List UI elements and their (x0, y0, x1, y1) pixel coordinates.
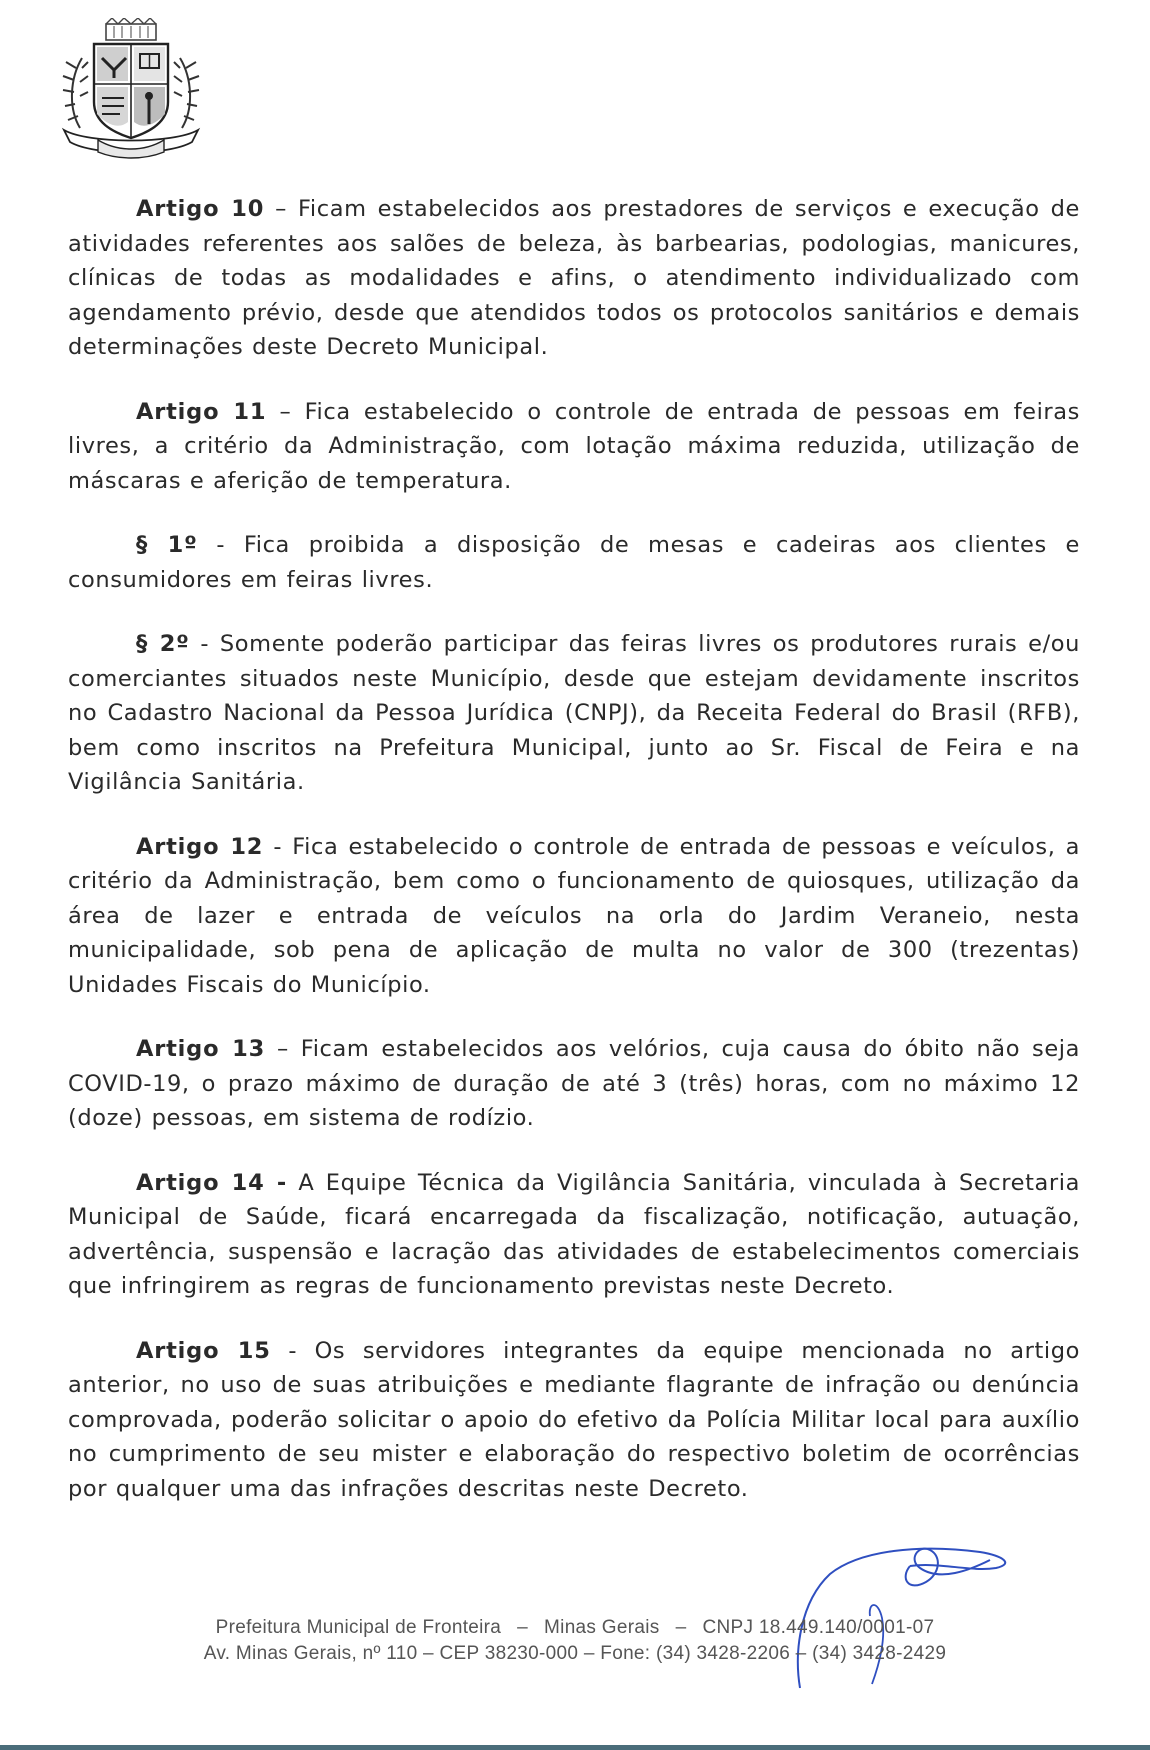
article-12 (68, 830, 1080, 1003)
article-text: A Equipe Técnica da Vigilância Sanitária, vinculada à Secretaria Municipal de Saúde, ficará encarregada da fiscalização, notificação, autuação, advertência, suspensão e lacração das atividades de estabelecimentos comerciais que infringirem as regras de funcionamento previstas neste Decreto. (68, 1169, 1080, 1299)
bottom-rule (0, 1745, 1150, 1750)
paragraph-text: - Fica proibida a disposição de mesas e cadeiras aos clientes e consumidores em feiras livres. (68, 532, 1080, 593)
letterhead-footer (0, 1615, 1150, 1667)
article-text: – Ficam estabelecidos aos velórios, cuja causa do óbito não seja COVID-19, o prazo máximo de duração de até 3 (três) horas, com no máximo 12 (doze) pessoas, em sistema de rodízio. (68, 1036, 1080, 1131)
footer-cnpj: CNPJ 18.449.140/0001-07 (702, 1617, 935, 1638)
footer-separator: – (675, 1617, 687, 1638)
article-heading: Artigo 12 (136, 833, 264, 860)
article-11-paragraph-2 (68, 627, 1080, 800)
decree-body (68, 192, 1080, 1536)
article-10 (68, 192, 1080, 365)
footer-line-1 (0, 1615, 1150, 1641)
article-heading: Artigo 11 (136, 398, 267, 425)
article-11-paragraph-1 (68, 528, 1080, 597)
paragraph-heading: § 2º (136, 631, 190, 657)
article-heading: Artigo 10 (136, 196, 265, 222)
paragraph-text: - Somente poderão participar das feiras livres os produtores rurais e/ou comerciantes situados neste Município, desde que estejam devidamente inscritos no Cadastro Nacional da Pessoa Jurídica (CNPJ), da Receita Federal do Brasil (RFB), bem como inscritos na Prefeitura Municipal, junto ao Sr. Fiscal de Feira e na Vigilância Sanitária. (68, 631, 1080, 795)
article-14 (68, 1166, 1080, 1304)
municipal-coat-of-arms-icon (58, 18, 204, 160)
article-text: - Os servidores integrantes da equipe mencionada no artigo anterior, no uso de suas atribuições e mediante flagrante de infração ou denúncia comprovada, poderão solicitar o apoio do efetivo da Polícia Militar local para auxílio no cumprimento de seu mister e elaboração do respectivo boletim de ocorrências por qualquer uma das infrações descritas neste Decreto. (68, 1337, 1081, 1502)
article-text: - Fica estabelecido o controle de entrada de pessoas e veículos, a critério da Administração, bem como o funcionamento de quiosques, utilização da área de lazer e entrada de veículos na orla do Jardim Veraneio, nesta municipalidade, sob pena de aplicação de multa no valor de 300 (trezentas) Unidades Fiscais do Município. (68, 833, 1080, 998)
article-15 (68, 1334, 1080, 1507)
article-text: – Fica estabelecido o controle de entrada de pessoas em feiras livres, a critério da Administração, com lotação máxima reduzida, utilização de máscaras e aferição de temperatura. (68, 398, 1080, 494)
footer-address: Av. Minas Gerais, nº 110 – CEP 38230-000 – Fone: (34) 3428-2206 – (34) 3428-2429 (203, 1643, 947, 1664)
article-13 (68, 1032, 1080, 1136)
footer-state: Minas Gerais (544, 1617, 660, 1638)
article-text: – Ficam estabelecidos aos prestadores de serviços e execução de atividades referentes aos salões de beleza, às barbearias, podologias, manicures, clínicas de todas as modalidades e afins, o atendimento individualizado com agendamento prévio, desde que atendidos todos os protocolos sanitários e demais determinações deste Decreto Municipal. (68, 196, 1080, 360)
article-11 (68, 395, 1080, 499)
footer-separator: – (517, 1617, 529, 1638)
footer-org: Prefeitura Municipal de Fronteira (215, 1617, 502, 1638)
article-heading: Artigo 14 - (136, 1169, 287, 1196)
article-heading: Artigo 15 (136, 1337, 271, 1364)
paragraph-heading: § 1º (136, 532, 198, 558)
article-heading: Artigo 13 (136, 1036, 266, 1062)
